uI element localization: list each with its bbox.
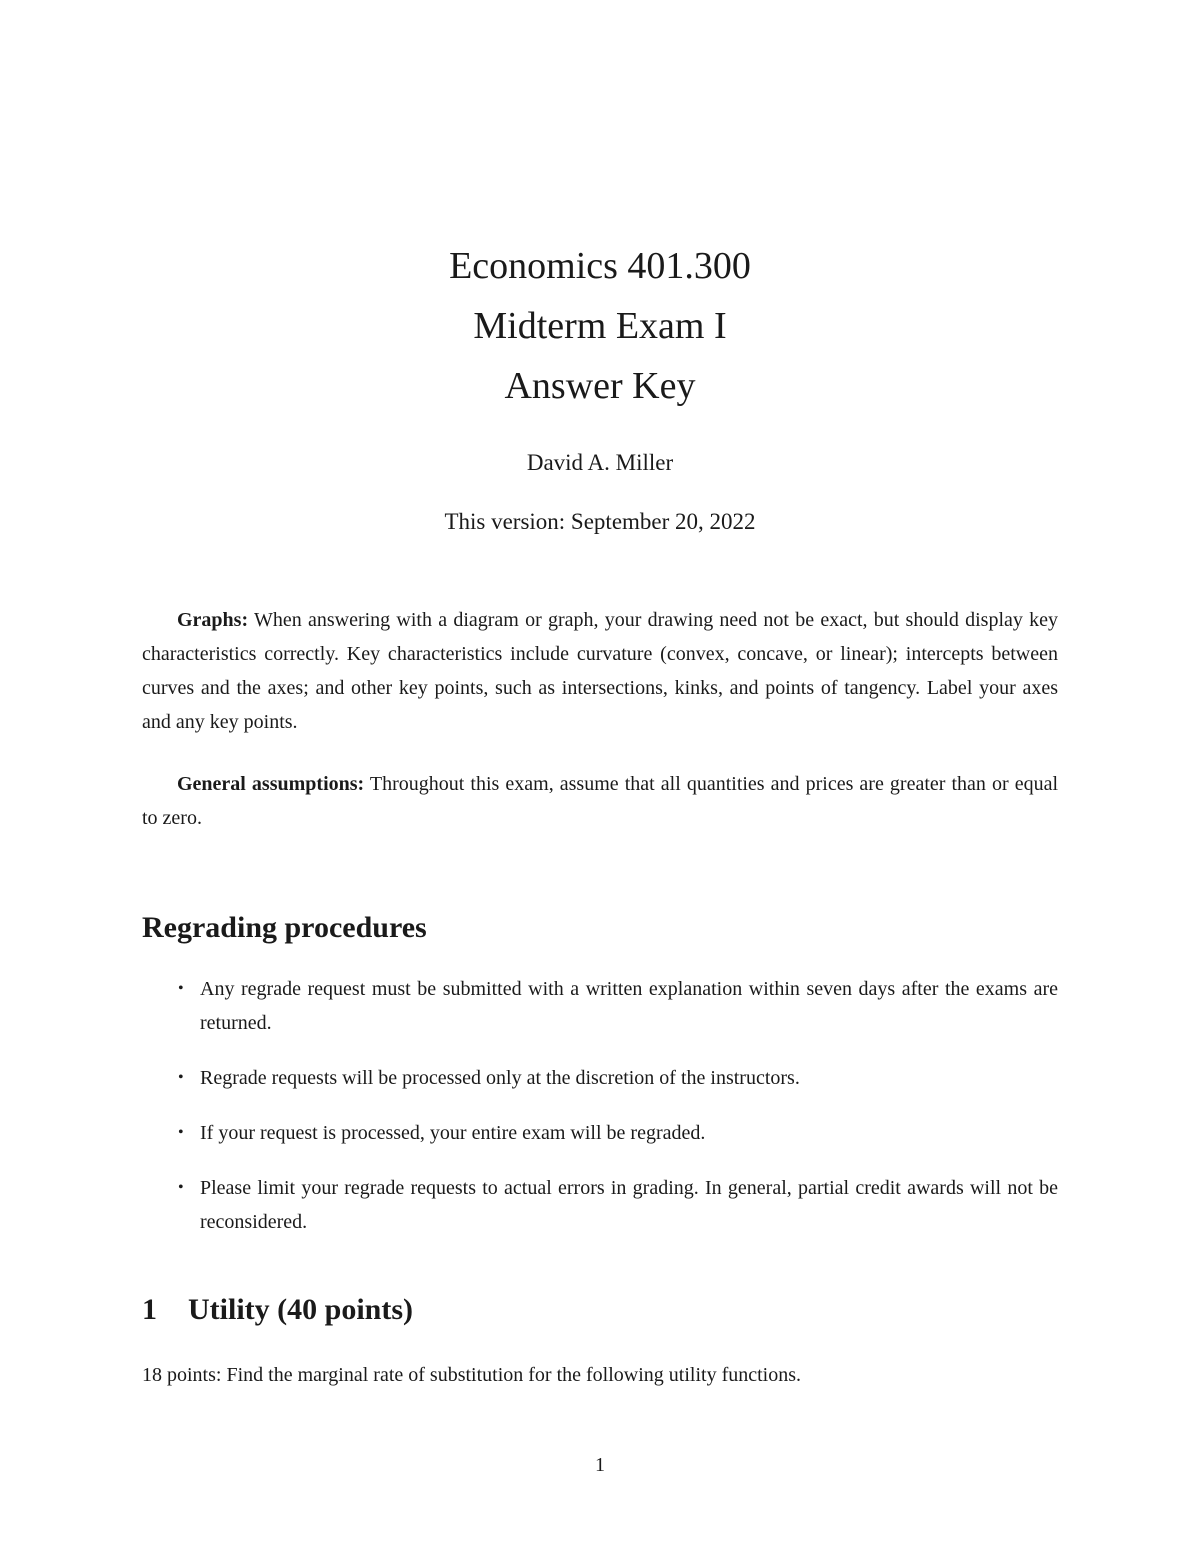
assumptions-note-text: Throughout this exam, assume that all quantities and prices are greater than or equal to zero. bbox=[142, 773, 1059, 829]
answer-key-title: Answer Key bbox=[504, 365, 696, 407]
section-number: 1 bbox=[142, 1293, 157, 1326]
list-item-text: Any regrade request must be submitted with a written explanation within seven days after the exams are returned. bbox=[200, 978, 1058, 1034]
section-1-intro: 18 points: Find the marginal rate of substitution for the following utility functions. bbox=[142, 1364, 802, 1386]
graphs-note-text: When answering with a diagram or graph, your drawing need not be exact, but should display key characteristics correctly. Key characteristics include curvature (convex, concave, or linear); intercepts between curves and the axes; and other key points, such as intersections, kinks, and points of tangency. Label your axes and any key points. bbox=[142, 609, 1058, 733]
regrading-list bbox=[142, 972, 1058, 1260]
section-1-heading bbox=[142, 1290, 413, 1330]
title-block bbox=[0, 236, 1200, 416]
list-item bbox=[142, 972, 1058, 1040]
list-item-text: If your request is processed, your entire exam will be regraded. bbox=[200, 1122, 706, 1144]
exam-title: Midterm Exam I bbox=[473, 305, 727, 347]
graphs-note-label: Graphs: bbox=[177, 609, 249, 631]
bullet-icon: • bbox=[178, 1124, 184, 1141]
bullet-icon: • bbox=[178, 1069, 184, 1086]
bullet-icon: • bbox=[178, 1179, 184, 1196]
bullet-icon: • bbox=[178, 980, 184, 997]
list-item bbox=[142, 1171, 1058, 1239]
regrading-heading: Regrading procedures bbox=[142, 911, 427, 944]
list-item bbox=[142, 1116, 1058, 1150]
list-item-text: Please limit your regrade requests to actual errors in grading. In general, partial credit awards will not be reconsidered. bbox=[200, 1177, 1058, 1233]
section-title: Utility (40 points) bbox=[188, 1293, 413, 1326]
course-title: Economics 401.300 bbox=[449, 245, 751, 287]
list-item-text: Regrade requests will be processed only at the discretion of the instructors. bbox=[200, 1067, 800, 1089]
page-number: 1 bbox=[595, 1454, 605, 1476]
assumptions-note-label: General assumptions: bbox=[177, 773, 365, 795]
assumptions-note bbox=[142, 767, 1058, 835]
author: David A. Miller bbox=[526, 450, 674, 475]
list-item bbox=[142, 1061, 1058, 1095]
version-date: This version: September 20, 2022 bbox=[444, 509, 756, 534]
graphs-note bbox=[142, 603, 1058, 739]
